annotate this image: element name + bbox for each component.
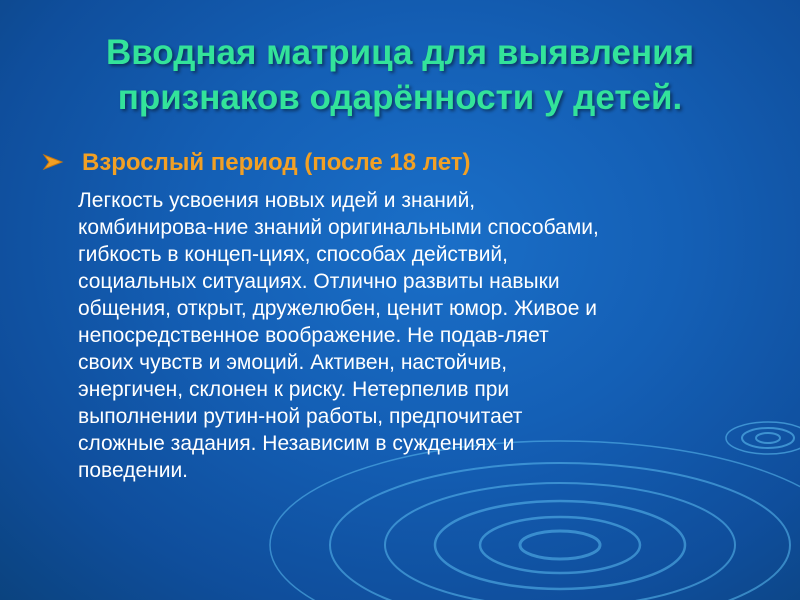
slide-title: Вводная матрица для выявления признаков одарённости у детей. — [105, 33, 695, 117]
arrow-bullet-icon — [42, 152, 64, 172]
bullet-row — [42, 146, 762, 180]
section-subtitle: Взрослый период (после 18 лет) — [82, 149, 471, 176]
description-text: Легкость усвоения новых идей и знаний, комбинирова-ние знаний оригинальными способами, гибкость в концеп-циях, способах действий, социальных ситуациях. Отлично развиты навыки общения, открыт, дружелюбен, ценит юмор. Живое и непосредственное воображение. Не подав-ляет своих чувств и эмоций. Активен, настойчив, энергичен, склонен к риску. Нетерпелив при выполнении рутин-ной работы, предпочитает сложные задания. Независим в суждениях и поведении. — [78, 189, 599, 482]
